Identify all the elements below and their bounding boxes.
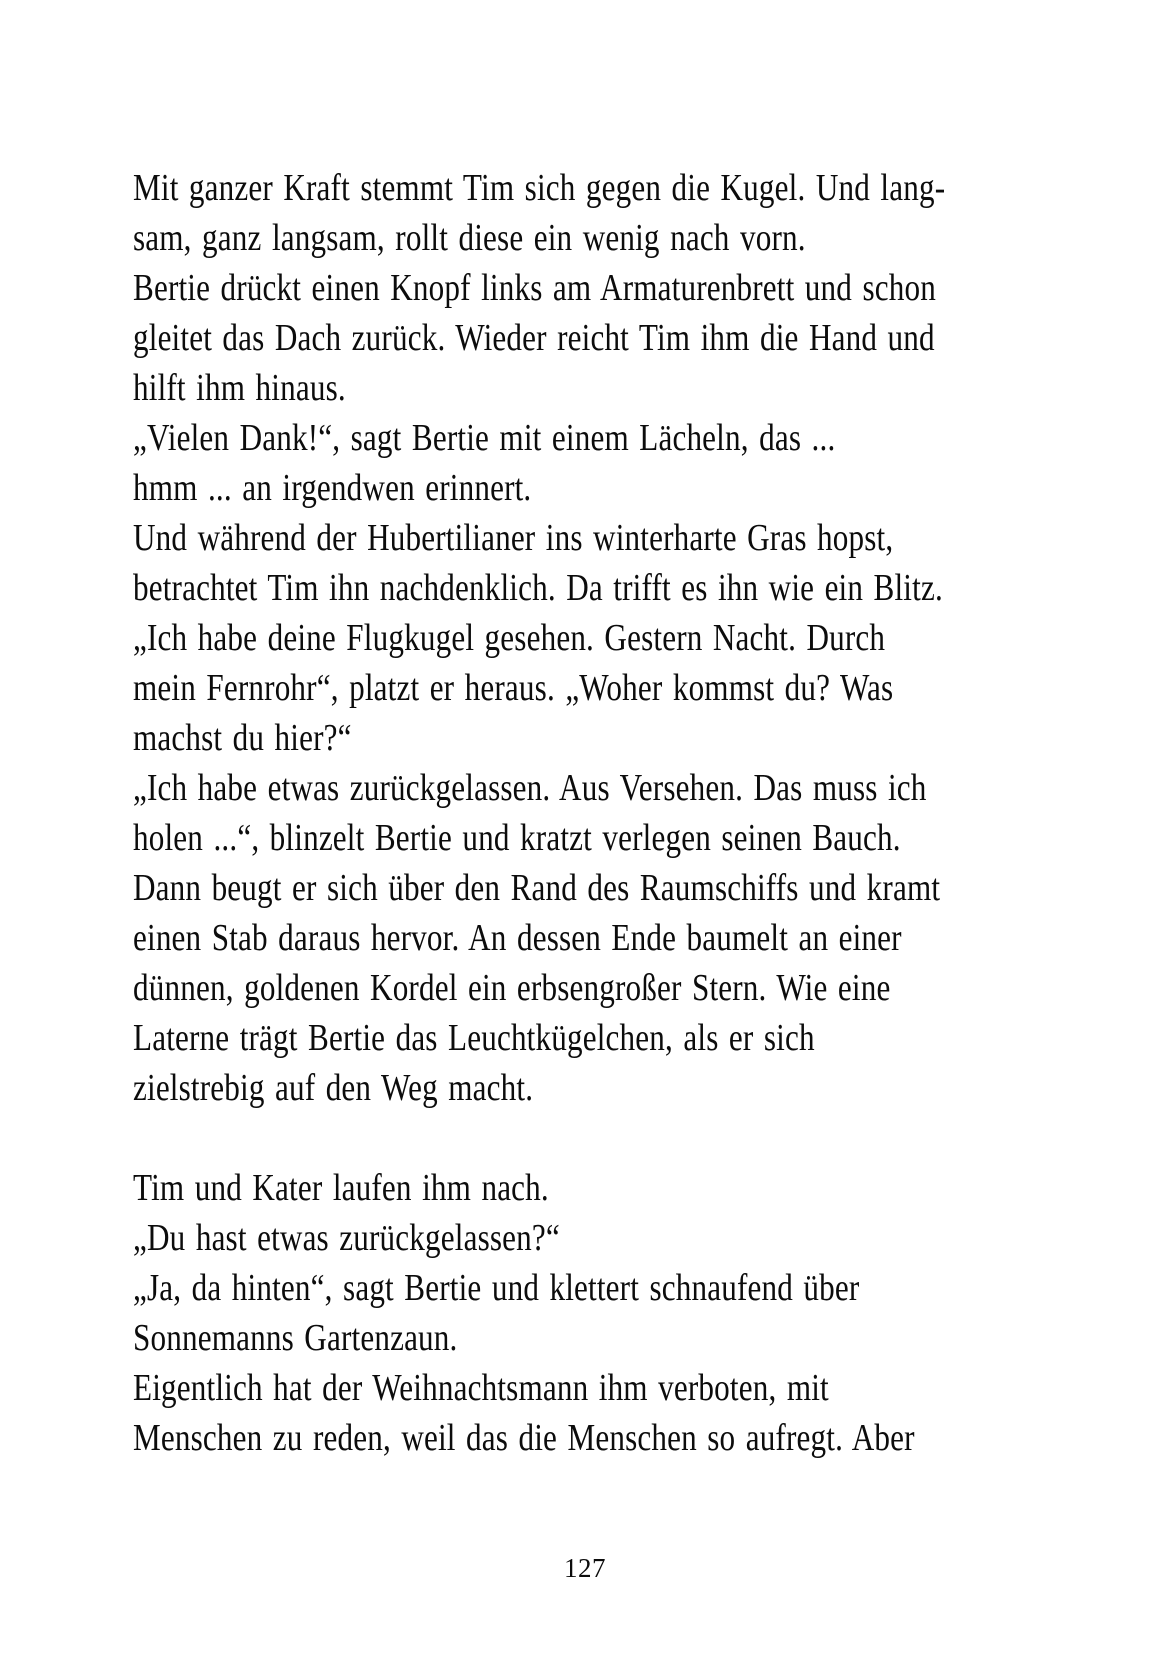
text-line: „Ja, da hinten“, sagt Bertie und klettert schnaufend über (133, 1267, 860, 1309)
text-line: mein Fernrohr“, platzt er heraus. „Woher kommst du? Was (133, 667, 894, 709)
text-line: betrachtet Tim ihn nachdenklich. Da trifft es ihn wie ein Blitz. (133, 567, 943, 609)
text-line: zielstrebig auf den Weg macht. (133, 1067, 534, 1109)
text-line: „Ich habe deine Flugkugel gesehen. Gestern Nacht. Durch (133, 617, 886, 659)
text-line: machst du hier?“ (133, 717, 352, 759)
text-line: Laterne trägt Bertie das Leuchtkügelchen, als er sich (133, 1017, 815, 1059)
text-line: Eigentlich hat der Weihnachtsmann ihm verboten, mit (133, 1367, 829, 1409)
text-line: „Du hast etwas zurückgelassen?“ (133, 1217, 560, 1259)
text-line: sam, ganz langsam, rollt diese ein wenig nach vorn. (133, 217, 806, 259)
text-line: Und während der Hubertilianer ins winterharte Gras hopst, (133, 517, 894, 559)
text-line: gleitet das Dach zurück. Wieder reicht Tim ihm die Hand und (133, 317, 935, 359)
text-line: holen ...“, blinzelt Bertie und kratzt verlegen seinen Bauch. (133, 817, 901, 859)
text-line: Menschen zu reden, weil das die Menschen so aufregt. Aber (133, 1417, 915, 1459)
text-line: Dann beugt er sich über den Rand des Raumschiffs und kramt (133, 867, 941, 909)
text-line: dünnen, goldenen Kordel ein erbsengroßer Stern. Wie eine (133, 967, 891, 1009)
text-line: einen Stab daraus hervor. An dessen Ende baumelt an einer (133, 917, 902, 959)
text-line: Bertie drückt einen Knopf links am Armaturenbrett und schon (133, 267, 936, 309)
text-line: „Ich habe etwas zurückgelassen. Aus Versehen. Das muss ich (133, 767, 927, 809)
text-line: Tim und Kater laufen ihm nach. (133, 1167, 549, 1209)
text-line: hmm ... an irgendwen erinnert. (133, 467, 532, 509)
blank-line (133, 1113, 1019, 1163)
body-text (133, 163, 1019, 1463)
text-line: Sonnemanns Gartenzaun. (133, 1317, 458, 1359)
page-number: 127 (564, 1553, 606, 1583)
text-line: hilft ihm hinaus. (133, 367, 346, 409)
text-line: Mit ganzer Kraft stemmt Tim sich gegen die Kugel. Und lang- (133, 167, 946, 209)
text-line: „Vielen Dank!“, sagt Bertie mit einem Lächeln, das ... (133, 417, 836, 459)
